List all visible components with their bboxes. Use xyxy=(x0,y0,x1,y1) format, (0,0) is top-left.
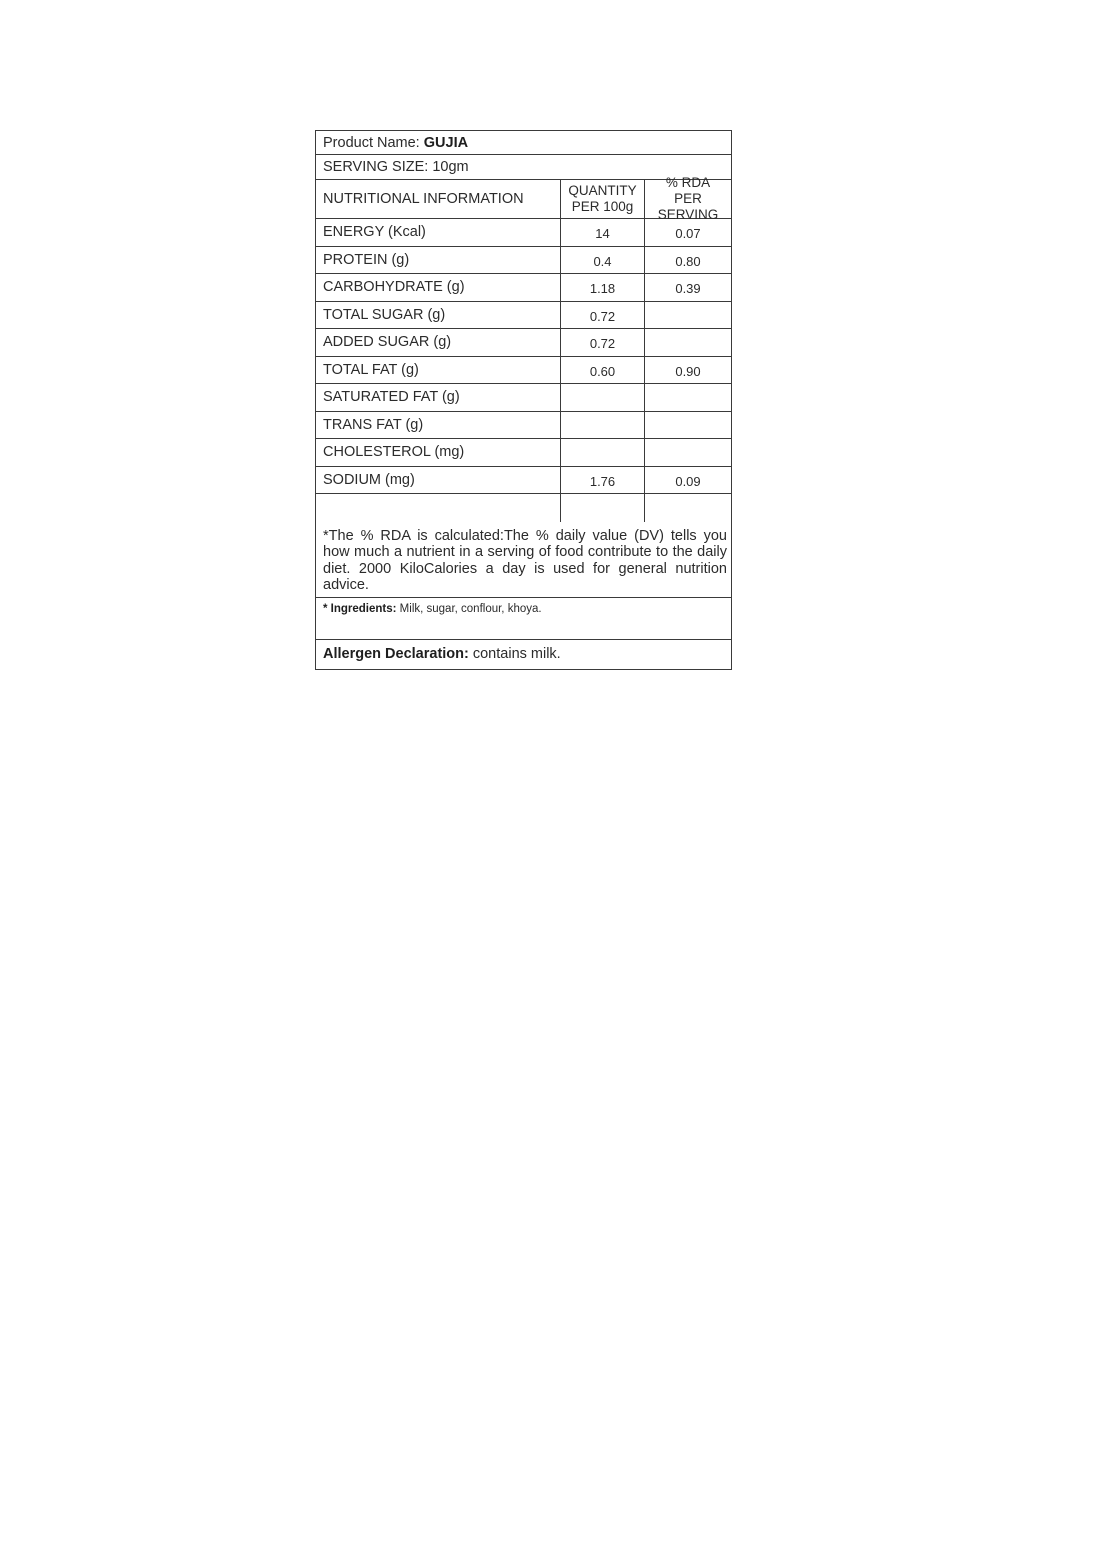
nutrient-name: ADDED SUGAR (g) xyxy=(323,334,452,351)
table-row xyxy=(316,302,731,330)
allergen-label: Allergen Declaration: xyxy=(323,646,469,662)
header-quantity-line2: PER 100g xyxy=(571,199,634,214)
nutrient-rda: 0.80 xyxy=(644,247,731,274)
table-row xyxy=(316,494,731,522)
ingredients-label: * Ingredients: xyxy=(323,602,397,615)
nutrient-name: CARBOHYDRATE (g) xyxy=(323,279,465,296)
nutrient-rda xyxy=(644,302,731,329)
header-rda-line2: PER SERVING xyxy=(657,191,719,222)
nutrient-name: SODIUM (mg) xyxy=(323,471,415,488)
nutrient-quantity xyxy=(560,412,644,439)
serving-size: SERVING SIZE: 10gm xyxy=(323,159,469,175)
nutrient-quantity: 14 xyxy=(560,219,644,246)
nutrient-rda: 0.09 xyxy=(644,467,731,494)
nutrient-name: SATURATED FAT (g) xyxy=(323,389,460,406)
table-row xyxy=(316,467,731,495)
ingredients xyxy=(323,602,542,635)
product-name-row xyxy=(316,131,731,155)
table-row xyxy=(316,357,731,385)
product-name-value: GUJIA xyxy=(423,135,469,151)
table-row xyxy=(316,247,731,275)
rda-note: *The % RDA is calculated:The % daily value (DV) tells you how much a nutrient in a serving of food contribute to the daily diet. 2000 KiloCalories a day is used for general nutrition advice. xyxy=(316,522,731,598)
table-row xyxy=(316,412,731,440)
nutrient-quantity: 0.60 xyxy=(560,357,644,384)
table-row xyxy=(316,384,731,412)
nutrient-name: TOTAL SUGAR (g) xyxy=(323,306,446,323)
allergen-declaration xyxy=(323,646,561,662)
nutrient-rda xyxy=(644,329,731,356)
nutrient-quantity: 1.18 xyxy=(560,274,644,301)
nutrient-rda: 0.39 xyxy=(644,274,731,301)
nutrient-quantity xyxy=(560,439,644,466)
table-header-row xyxy=(316,175,731,222)
nutrient-name: TRANS FAT (g) xyxy=(323,416,424,433)
nutrient-quantity xyxy=(560,384,644,411)
allergen-value: contains milk. xyxy=(468,646,561,662)
nutrition-label xyxy=(315,130,732,670)
header-rda xyxy=(644,175,731,222)
nutrient-name: TOTAL FAT (g) xyxy=(323,361,419,378)
product-name xyxy=(316,131,475,154)
nutrient-rda xyxy=(644,412,731,439)
table-row xyxy=(316,329,731,357)
nutrient-rda: 0.90 xyxy=(644,357,731,384)
nutrient-rda xyxy=(644,439,731,466)
nutrient-quantity: 0.72 xyxy=(560,329,644,356)
nutrient-quantity xyxy=(560,494,644,522)
nutrient-rda xyxy=(644,384,731,411)
table-row xyxy=(316,439,731,467)
ingredients-value: Milk, sugar, conflour, khoya. xyxy=(396,602,542,615)
header-quantity xyxy=(560,180,644,218)
header-rda-line1: % RDA xyxy=(665,175,711,190)
ingredients-row xyxy=(316,598,731,640)
product-name-label: Product Name: xyxy=(323,135,420,151)
nutrient-rda: 0.07 xyxy=(644,219,731,246)
allergen-row xyxy=(316,640,731,669)
table-row xyxy=(316,274,731,302)
nutrient-rows xyxy=(316,219,731,522)
nutrient-quantity: 0.72 xyxy=(560,302,644,329)
header-nutritional-information: NUTRITIONAL INFORMATION xyxy=(323,191,524,207)
nutrient-quantity: 0.4 xyxy=(560,247,644,274)
nutrient-name xyxy=(316,494,560,522)
nutrient-name: ENERGY (Kcal) xyxy=(323,224,426,241)
nutrient-quantity: 1.76 xyxy=(560,467,644,494)
header-quantity-line1: QUANTITY xyxy=(568,183,637,198)
nutrient-name: CHOLESTEROL (mg) xyxy=(323,444,465,461)
nutrient-name: PROTEIN (g) xyxy=(323,251,410,268)
nutrient-rda xyxy=(644,494,731,522)
table-row xyxy=(316,219,731,247)
